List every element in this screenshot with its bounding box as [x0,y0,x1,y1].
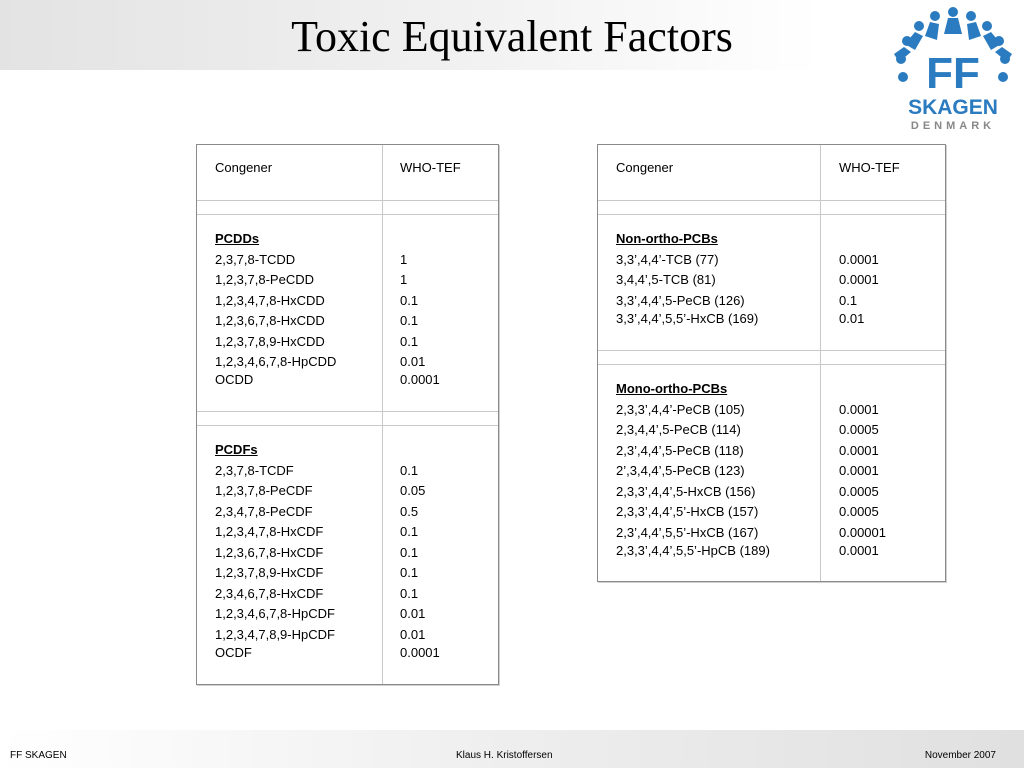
tef-value: 0.01 [400,626,426,642]
tef-value: 0.0005 [839,483,879,499]
congener-name: 2,3,3’,4,4’,5,5’-HpCB (189) [616,542,770,558]
congener-name: 1,2,3,4,6,7,8-HpCDF [215,606,335,621]
section-title-spacer [839,231,939,252]
row-divider [197,425,498,426]
tef-value: 0.05 [400,483,426,498]
congener-name: 2,3’,4,4’,5-PeCB (118) [616,442,744,458]
congener-name: 2,3,4,7,8-PeCDF [215,503,313,519]
congener-name: 2,3,7,8-TCDF [215,462,294,478]
row-divider [598,364,945,365]
section-title-spacer [400,442,490,463]
tef-value: 0.1 [400,544,419,560]
congener-name: 2,3,4,6,7,8-HxCDF [215,585,324,601]
header-congener: Congener [616,160,674,175]
column-divider [382,145,383,684]
pcdfs-congener-list [215,442,380,665]
row-divider [598,200,945,201]
mono-ortho-pcbs-congener-list [616,381,816,563]
header-congener: Congener [215,160,273,175]
tef-value: 0.0005 [839,422,879,437]
congener-name: 3,3’,4,4’,5-PeCB (126) [616,292,745,308]
tef-value: 1 [400,251,408,267]
tef-value: 0.0001 [400,644,440,660]
tef-value: 0.0001 [839,251,879,267]
tef-value: 0.1 [400,524,419,539]
tef-value: 0.1 [400,565,419,580]
congener-name: 1,2,3,4,7,8-HxCDF [215,524,324,539]
tef-value: 0.0005 [839,504,879,519]
tef-value: 0.0001 [839,442,879,458]
row-divider [197,214,498,215]
tef-value: 0.1 [400,292,419,308]
congener-name: 3,4,4’,5-TCB (81) [616,272,716,287]
section-title: Non-ortho-PCBs [616,231,718,246]
tef-value: 0.1 [839,292,858,308]
tef-value: 0.0001 [839,542,879,558]
row-divider [197,411,498,412]
tef-value: 0.1 [400,462,419,478]
mono-ortho-pcbs-tef-list [839,381,939,563]
tef-value: 0.01 [400,606,426,621]
congener-name: 2,3,4,4’,5-PeCB (114) [616,422,741,437]
congener-name: 1,2,3,7,8-PeCDF [215,483,313,498]
congener-name: OCDF [215,644,252,660]
non-ortho-pcbs-congener-list [616,231,816,331]
tef-value: 1 [400,272,408,287]
header-who-tef: WHO-TEF [400,160,461,175]
pcdds-congener-list [215,231,380,393]
congener-name: 3,3’,4,4’-TCB (77) [616,251,719,267]
congener-name: 2,3,3’,4,4’-PeCB (105) [616,401,745,417]
left-tef-table [196,144,499,685]
tef-value: 0.5 [400,503,419,519]
tef-value: 0.0001 [839,272,879,287]
congener-name: 3,3’,4,4’,5,5’-HxCB (169) [616,310,759,326]
congener-name: 1,2,3,4,7,8-HxCDD [215,292,325,308]
congener-name: 2,3,3’,4,4’,5-HxCB (156) [616,483,756,499]
tef-value: 0.0001 [839,401,879,417]
congener-name: 1,2,3,4,6,7,8-HpCDD [215,354,337,369]
row-divider [598,214,945,215]
congener-name: 1,2,3,7,8,9-HxCDD [215,333,325,349]
section-title-spacer [400,231,490,252]
section-title-spacer [839,381,939,402]
logo-name: SKAGEN [908,96,998,119]
footer [0,730,1024,768]
tef-value: 0.0001 [839,463,879,478]
footer-right: November 2007 [924,750,996,761]
ff-skagen-logo [888,4,1018,132]
tef-value: 0.01 [400,354,426,369]
footer-left: FF SKAGEN [10,750,67,761]
congener-name: 1,2,3,6,7,8-HxCDF [215,544,324,560]
footer-center: Klaus H. Kristoffersen [456,750,553,761]
slide-title: Toxic Equivalent Factors [291,12,733,61]
logo-country: DENMARK [910,120,996,132]
congener-name: 1,2,3,7,8-PeCDD [215,272,314,287]
congener-name: 1,2,3,6,7,8-HxCDD [215,313,325,328]
section-title: PCDFs [215,442,258,457]
congener-name: 1,2,3,4,7,8,9-HpCDF [215,626,335,642]
section-title: PCDDs [215,231,260,246]
tef-value: 0.01 [839,310,865,326]
row-divider [197,200,498,201]
congener-name: 2,3,3’,4,4’,5’-HxCB (157) [616,504,759,519]
tef-value: 0.1 [400,585,419,601]
header-who-tef: WHO-TEF [839,160,900,175]
congener-name: 1,2,3,7,8,9-HxCDF [215,565,324,580]
logo-figures-icon [888,4,1018,96]
pcdfs-tef-list [400,442,490,665]
right-tef-table [597,144,946,582]
row-divider [598,350,945,351]
column-divider [820,145,821,581]
tef-value: 0.1 [400,333,419,349]
tef-value: 0.00001 [839,524,886,540]
tef-value: 0.0001 [400,372,440,387]
pcdds-tef-list [400,231,490,393]
tef-value: 0.1 [400,313,419,328]
logo-initials: FF [926,49,980,96]
congener-name: 2,3’,4,4’,5,5’-HxCB (167) [616,524,759,540]
congener-name: OCDD [215,372,254,387]
non-ortho-pcbs-tef-list [839,231,939,331]
congener-name: 2,3,7,8-TCDD [215,251,296,267]
congener-name: 2’,3,4,4’,5-PeCB (123) [616,463,745,478]
section-title: Mono-ortho-PCBs [616,381,728,396]
